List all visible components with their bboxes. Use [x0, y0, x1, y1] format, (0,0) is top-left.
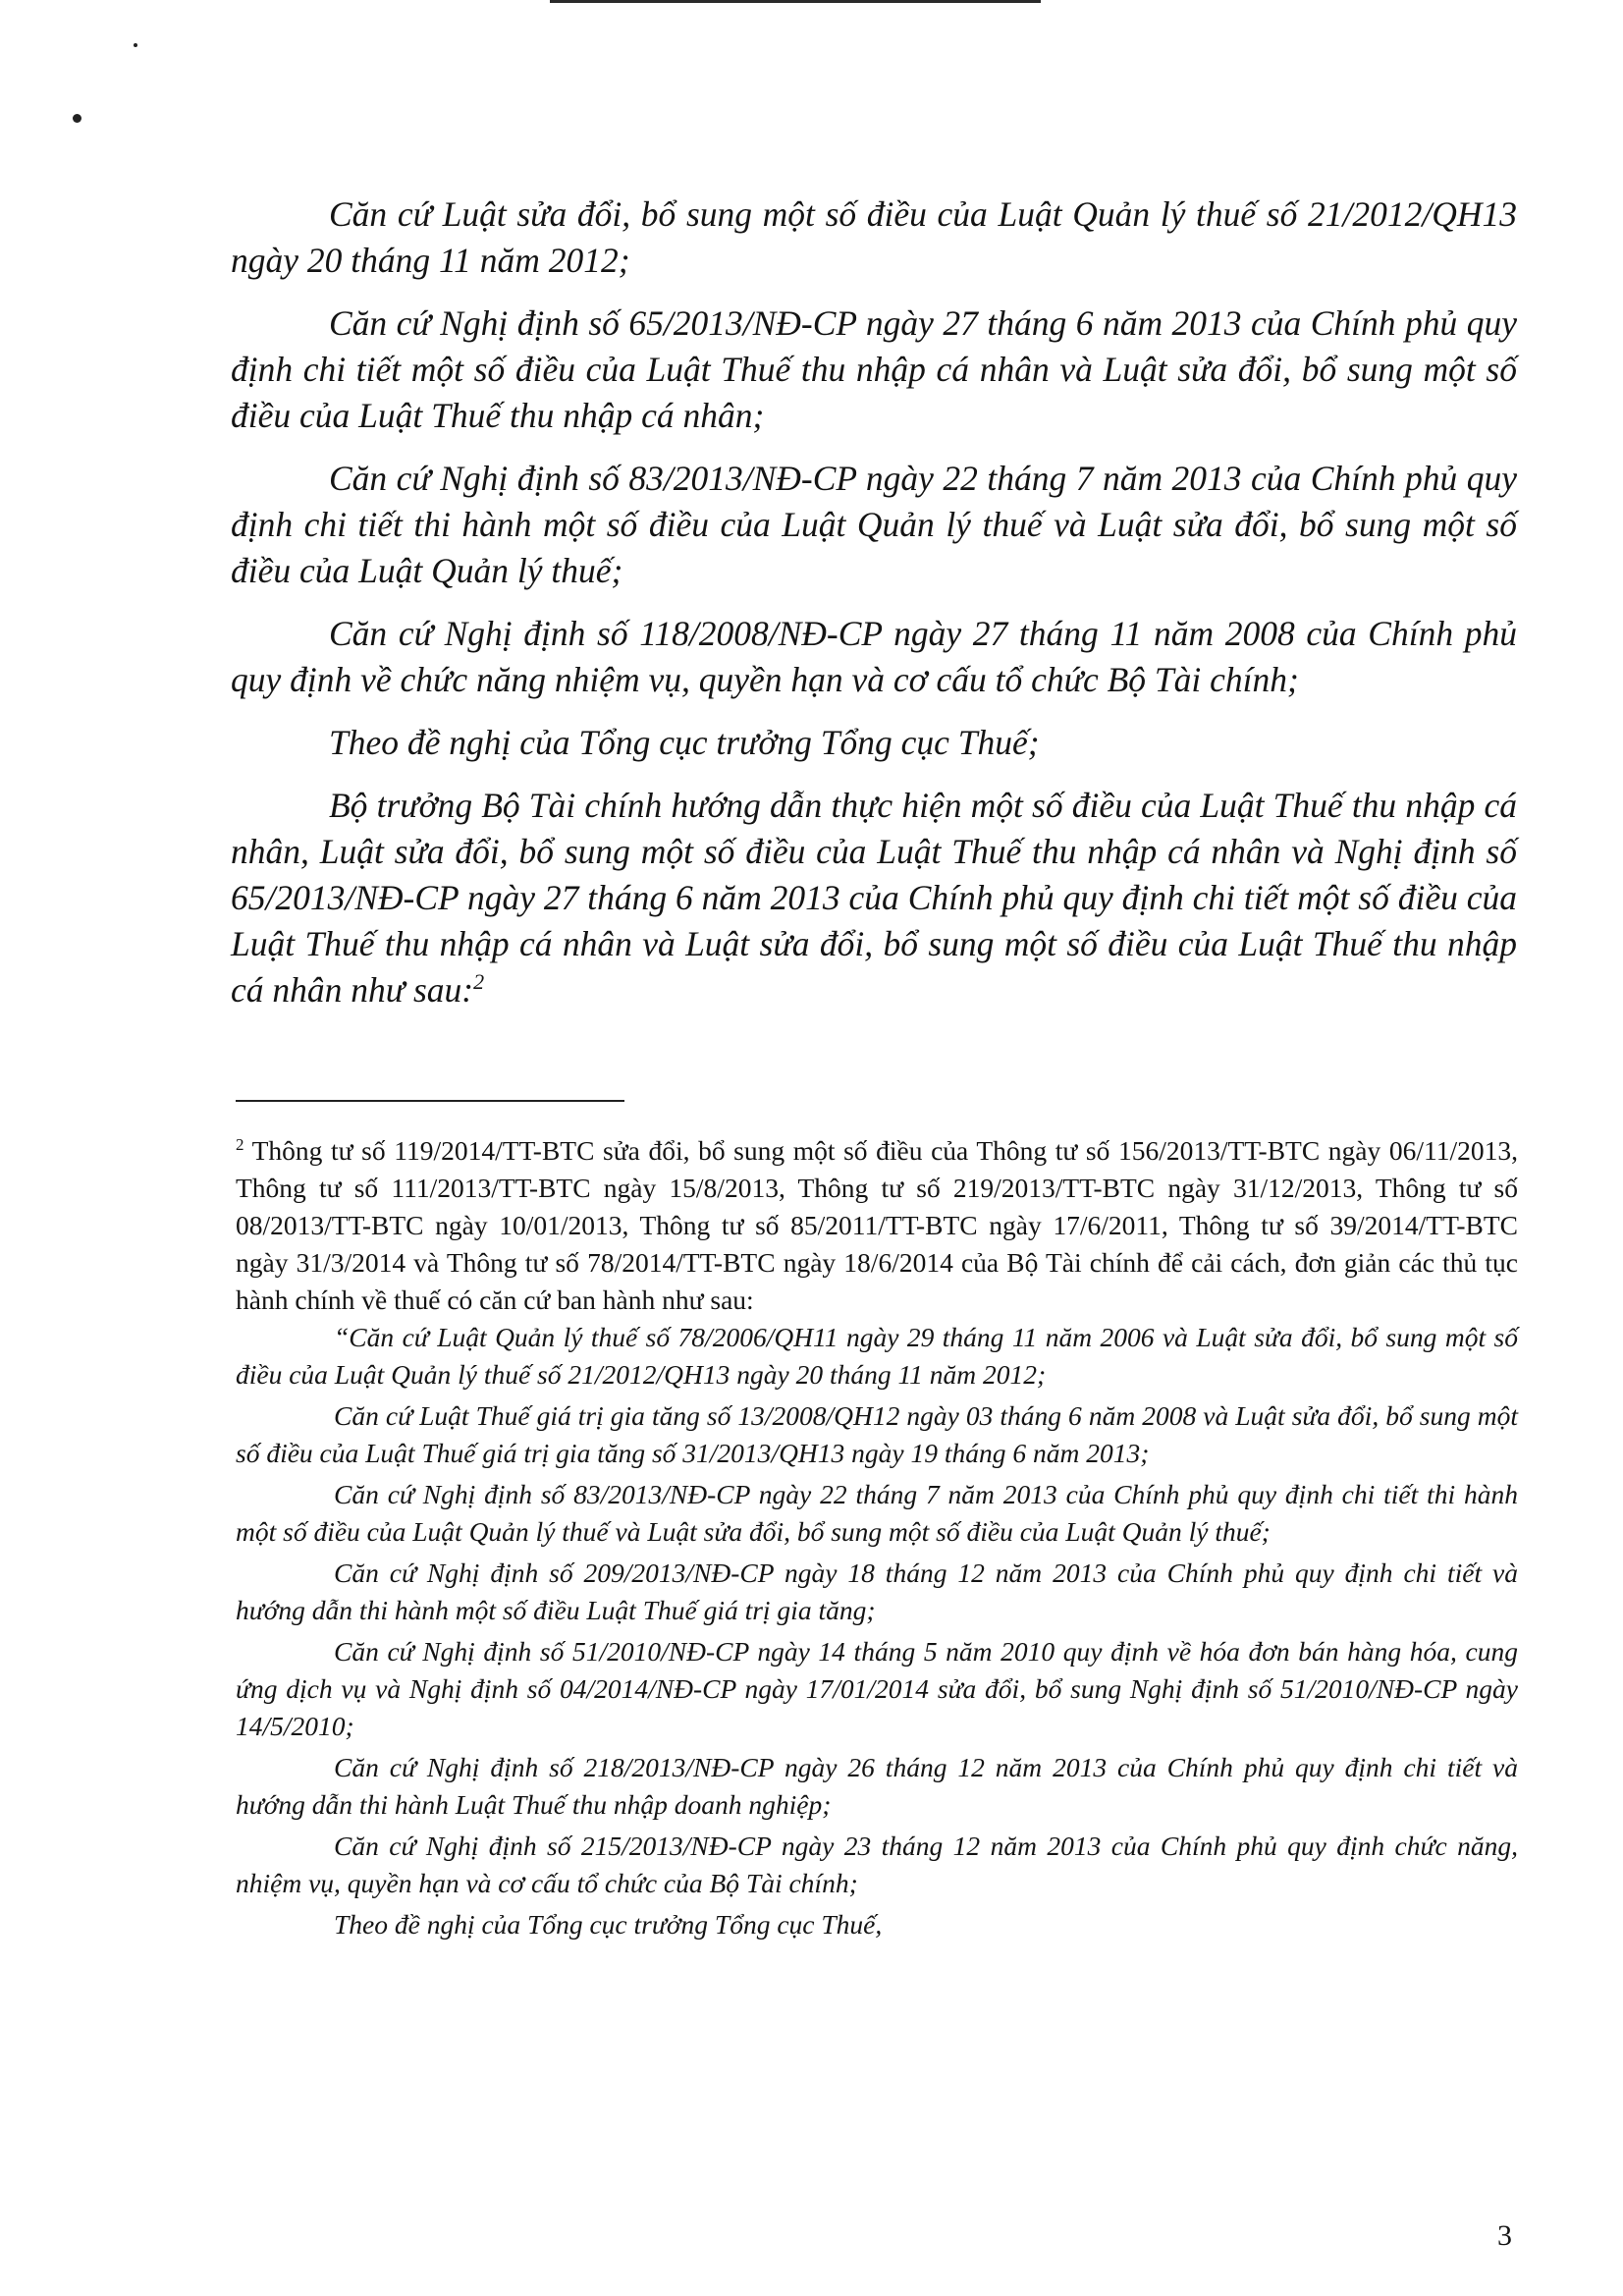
footnote-quote: Căn cứ Nghị định số 83/2013/NĐ-CP ngày 22 tháng 7 năm 2013 của Chính phủ quy định chi tiết thi hành một số điều của Luật Quản lý thuế và Luật sửa đổi, bổ sung một số điều của Luật Quản lý thuế; — [236, 1479, 1518, 1547]
scan-artifact-dot — [134, 43, 137, 47]
paragraph: Căn cứ Nghị định số 118/2008/NĐ-CP ngày 27 tháng 11 năm 2008 của Chính phủ quy định về chức năng nhiệm vụ, quyền hạn và cơ cấu tổ chức Bộ Tài chính; — [231, 614, 1517, 699]
footnote-quote: Căn cứ Nghị định số 209/2013/NĐ-CP ngày 18 tháng 12 năm 2013 của Chính phủ quy định chi tiết và hướng dẫn thi hành một số điều Luật Thuế giá trị gia tăng; — [236, 1558, 1518, 1625]
scan-artifact-dot — [73, 114, 81, 123]
footnote-lead — [236, 1132, 1518, 1319]
footnote — [236, 1132, 1518, 1947]
final-paragraph-text: Bộ trưởng Bộ Tài chính hướng dẫn thực hiện một số điều của Luật Thuế thu nhập cá nhân, Luật sửa đổi, bổ sung một số điều của Luật Thuế thu nhập cá nhân và Nghị định số 65/2013/NĐ-CP ngày 27 tháng 6 năm 2013 của Chính phủ quy định chi tiết một số điều của Luật Thuế thu nhập cá nhân và Luật sửa đổi, bổ sung một số điều của Luật Thuế thu nhập cá nhân như sau: — [231, 786, 1517, 1010]
final-paragraph — [231, 783, 1517, 1013]
paragraph: Căn cứ Luật sửa đổi, bổ sung một số điều của Luật Quản lý thuế số 21/2012/QH13 ngày 20 tháng 11 năm 2012; — [231, 194, 1517, 280]
footnote-reference[interactable]: 2 — [473, 969, 485, 995]
paragraph: Căn cứ Nghị định số 65/2013/NĐ-CP ngày 27 tháng 6 năm 2013 của Chính phủ quy định chi tiết một số điều của Luật Thuế thu nhập cá nhân và Luật sửa đổi, bổ sung một số điều của Luật Thuế thu nhập cá nhân; — [231, 303, 1517, 435]
footnote-quote: Căn cứ Luật Thuế giá trị gia tăng số 13/2008/QH12 ngày 03 tháng 6 năm 2008 và Luật sửa đổi, bổ sung một số điều của Luật Thuế giá trị gia tăng số 31/2013/QH13 ngày 19 tháng 6 năm 2013; — [236, 1400, 1518, 1468]
footnote-quote: Căn cứ Nghị định số 218/2013/NĐ-CP ngày 26 tháng 12 năm 2013 của Chính phủ quy định chi tiết và hướng dẫn thi hành Luật Thuế thu nhập doanh nghiệp; — [236, 1752, 1518, 1820]
page-number: 3 — [1497, 2219, 1512, 2252]
footnote-quote: “Căn cứ Luật Quản lý thuế số 78/2006/QH11 ngày 29 tháng 11 năm 2006 và Luật sửa đổi, bổ sung một số điều của Luật Quản lý thuế số 21/2012/QH13 ngày 20 tháng 11 năm 2012; — [236, 1322, 1518, 1390]
main-text — [231, 191, 1517, 1030]
footnote-quote: Theo đề nghị của Tổng cục trưởng Tổng cục Thuế, — [334, 1909, 883, 1940]
footnote-quote: Căn cứ Nghị định số 215/2013/NĐ-CP ngày 23 tháng 12 năm 2013 của Chính phủ quy định chức năng, nhiệm vụ, quyền hạn và cơ cấu tổ chức của Bộ Tài chính; — [236, 1831, 1518, 1898]
footnote-separator — [236, 1100, 624, 1102]
footnote-lead-text: Thông tư số 119/2014/TT-BTC sửa đổi, bổ sung một số điều của Thông tư số 156/2013/TT-BTC ngày 06/11/2013, Thông tư số 111/2013/TT-BTC ngày 15/8/2013, Thông tư số 219/2013/TT-BTC ngày 31/12/2013, Thông tư số 08/2013/TT-BTC ngày 10/01/2013, Thông tư số 85/2011/TT-BTC ngày 17/6/2011, Thông tư số 39/2014/TT-BTC ngày 31/3/2014 và Thông tư số 78/2014/TT-BTC ngày 18/6/2014 của Bộ Tài chính để cải cách, đơn giản các thủ tục hành chính về thuế có căn cứ ban hành như sau: — [236, 1135, 1518, 1315]
paragraph: Theo đề nghị của Tổng cục trưởng Tổng cục Thuế; — [329, 723, 1040, 762]
footnote-marker: 2 — [236, 1134, 244, 1154]
paragraph: Căn cứ Nghị định số 83/2013/NĐ-CP ngày 22 tháng 7 năm 2013 của Chính phủ quy định chi tiết thi hành một số điều của Luật Quản lý thuế và Luật sửa đổi, bổ sung một số điều của Luật Quản lý thuế; — [231, 459, 1517, 590]
scan-artifact-top — [550, 0, 1041, 13]
footnote-quote: Căn cứ Nghị định số 51/2010/NĐ-CP ngày 14 tháng 5 năm 2010 quy định về hóa đơn bán hàng hóa, cung ứng dịch vụ và Nghị định số 04/2014/NĐ-CP ngày 17/01/2014 sửa đổi, bổ sung Nghị định số 51/2010/NĐ-CP ngày 14/5/2010; — [236, 1636, 1518, 1741]
